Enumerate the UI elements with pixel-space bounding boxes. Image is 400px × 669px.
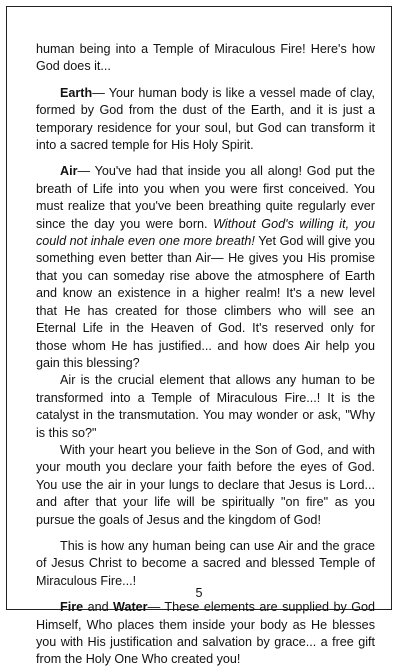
paragraph-air-crucial: Air is the crucial element that allows any human to be transformed into a Temple of Miraculous Fire...! It is the catalyst in the transmutation. You may wonder or ask, "Why is this so?" xyxy=(36,373,375,440)
term-water: Water xyxy=(113,600,148,615)
paragraph-air-text-after: Yet God will give you something even better than Air— He gives you His promise that you can someday rise above the atmosphere of Earth and know an existence in a higher realm! It's a new level that He has created for those climbers who will see an Eternal Life in the Heaven of God. It's reserved only for those whom He has justified... and how does Air help you gain this blessing? xyxy=(36,234,375,370)
paragraph-heart: With your heart you believe in the Son of God, and with your mouth you declare your faith before the eyes of God. You use the air in your lungs to declare that Jesus is Lord... and after that your life will be spiritually "on fire" as you pursue the goals of Jesus and the kingdom of God! xyxy=(36,442,375,527)
paragraph-earth xyxy=(36,85,375,155)
paragraph-air xyxy=(36,163,375,372)
page-number: 5 xyxy=(195,586,203,600)
term-fire: Fire xyxy=(60,600,84,615)
term-air: Air xyxy=(60,164,78,179)
paragraph-fire-water-text: — These elements are supplied by God Himself, Who places them inside your body as He blesses you with His justification and salvation by grace... a free gift from the Holy One Who created you! xyxy=(36,600,376,667)
paragraph-earth-text: — Your human body is like a vessel made of clay, formed by God from the dust of the Earth, and it is just a temporary residence for your soul, but God can transform it into a sacred temple for His Holy Spirit. xyxy=(36,85,375,153)
paragraph-intro: human being into a Temple of Miraculous Fire! Here's how God does it... xyxy=(36,42,375,74)
paragraph-air-italic: Without God's willing it, you could not inhale even one more breath! xyxy=(36,216,376,249)
term-earth: Earth xyxy=(60,85,93,100)
page-frame xyxy=(6,6,392,667)
paragraph-fire-water xyxy=(36,599,375,669)
paragraph-air-text-before: — You've had that inside you all along! God put the breath of Life into you when you were first conceived. You must realize that you've been breathing quite regularly ever since the day you were born. xyxy=(36,164,375,231)
paragraph-summary: This is how any human being can use Air and the grace of Jesus Christ to become a sacred and blessed Temple of Miraculous Fire...! xyxy=(36,538,375,588)
fire-water-conjunction: and xyxy=(83,600,114,615)
page-body xyxy=(36,41,375,669)
